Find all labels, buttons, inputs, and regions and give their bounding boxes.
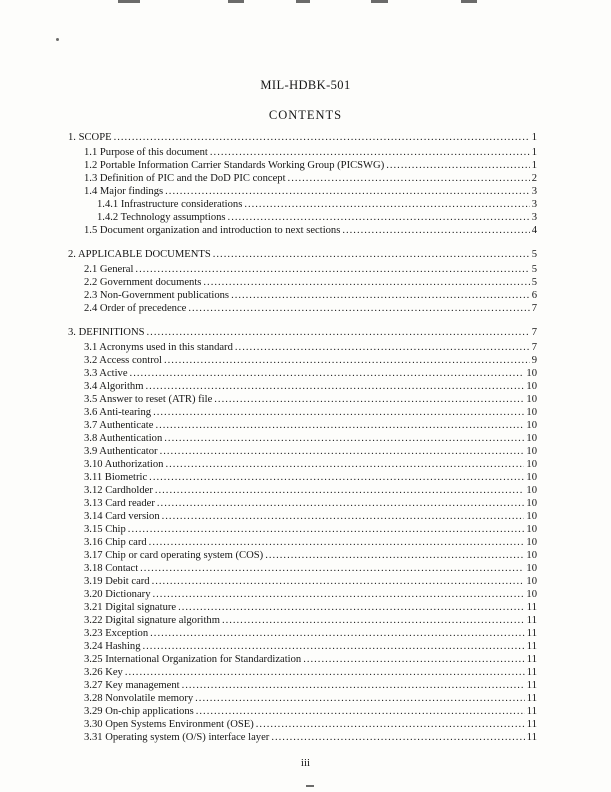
toc-page-number: 9 — [531, 355, 537, 366]
toc-page-number: 11 — [526, 628, 537, 639]
toc-section — [68, 248, 537, 315]
dot-leader — [210, 146, 530, 159]
toc-entry-label: 3.20 Dictionary — [84, 589, 151, 600]
toc-entry — [68, 562, 537, 575]
toc-entry — [68, 458, 537, 471]
toc-entry — [68, 588, 537, 601]
toc-entry — [68, 354, 537, 367]
toc-entry-label: 3.10 Authorization — [84, 459, 164, 470]
dot-leader — [342, 224, 529, 237]
toc-entry — [68, 326, 537, 339]
toc-section — [68, 131, 537, 237]
toc-entry-label: 3.8 Authentication — [84, 433, 163, 444]
toc-entry-label: 3.5 Answer to reset (ATR) file — [84, 394, 213, 405]
dot-leader — [125, 666, 525, 679]
toc-section — [68, 326, 537, 744]
toc-entry-label: 3.28 Nonvolatile memory — [84, 693, 194, 704]
dot-leader — [143, 640, 525, 653]
toc-entry-label: 1.4.2 Technology assumptions — [97, 212, 226, 223]
toc-entry-label: 3.26 Key — [84, 667, 123, 678]
dot-leader — [145, 380, 524, 393]
dot-leader — [386, 159, 529, 172]
toc-page-number: 10 — [526, 524, 537, 535]
toc-page-number: 1 — [531, 147, 537, 158]
toc-entry-label: 2.1 General — [84, 264, 134, 275]
toc-page-number: 11 — [526, 706, 537, 717]
scan-artifact-speck — [306, 785, 314, 787]
toc-entry — [68, 692, 537, 705]
toc-entry-label: 3.22 Digital signature algorithm — [84, 615, 220, 626]
toc-entry — [68, 445, 537, 458]
toc-entry-label: 3.30 Open Systems Environment (OSE) — [84, 719, 254, 730]
dot-leader — [178, 601, 525, 614]
dot-leader — [155, 419, 524, 432]
toc-entry-label: 1.3 Definition of PIC and the DoD PIC concept — [84, 173, 286, 184]
toc-entry — [68, 705, 537, 718]
toc-entry-label: 3. DEFINITIONS — [68, 327, 145, 338]
dot-leader — [182, 679, 525, 692]
toc-page-number: 11 — [526, 732, 537, 743]
toc-entry-label: 3.6 Anti-tearing — [84, 407, 152, 418]
toc-page-number: 10 — [526, 589, 537, 600]
doc-number: MIL-HDBK-501 — [260, 78, 351, 92]
toc-entry — [68, 640, 537, 653]
toc-page-number: 10 — [526, 459, 537, 470]
toc-entry — [68, 211, 537, 224]
toc-entry — [68, 549, 537, 562]
toc-page-number: 11 — [526, 719, 537, 730]
toc-page-number: 11 — [526, 654, 537, 665]
toc-entry-label: 3.24 Hashing — [84, 641, 141, 652]
dot-leader — [165, 185, 530, 198]
dot-leader — [160, 445, 525, 458]
dot-leader — [288, 172, 530, 185]
toc-page-number: 10 — [526, 576, 537, 587]
dot-leader — [213, 248, 530, 261]
dot-leader — [164, 432, 524, 445]
dot-leader — [256, 718, 525, 731]
dot-leader — [231, 289, 530, 302]
toc-page-number: 5 — [531, 249, 537, 260]
toc-entry-label: 3.7 Authenticate — [84, 420, 154, 431]
toc-entry-label: 3.2 Access control — [84, 355, 162, 366]
toc-entry-label: 3.31 Operating system (O/S) interface layer — [84, 732, 270, 743]
toc-page-number: 10 — [526, 498, 537, 509]
toc-entry-label: 2.2 Government documents — [84, 277, 202, 288]
toc-entry — [68, 523, 537, 536]
dot-leader — [244, 198, 529, 211]
toc-page-number: 11 — [526, 680, 537, 691]
dot-leader — [222, 614, 525, 627]
toc-entry-label: 2. APPLICABLE DOCUMENTS — [68, 249, 211, 260]
toc-entry — [68, 146, 537, 159]
toc-entry-label: 3.29 On-chip applications — [84, 706, 194, 717]
dot-leader — [150, 627, 525, 640]
toc-entry-label: 3.14 Card version — [84, 511, 160, 522]
toc-page-number: 3 — [531, 186, 537, 197]
toc-entry — [68, 536, 537, 549]
toc-page-number: 11 — [526, 667, 537, 678]
toc-entry — [68, 263, 537, 276]
toc-page-number: 10 — [526, 420, 537, 431]
dot-leader — [140, 562, 524, 575]
scan-artifact-dash — [118, 0, 140, 3]
toc-entry — [68, 248, 537, 261]
toc-entry — [68, 471, 537, 484]
toc-entry — [68, 367, 537, 380]
toc-page-number: 1 — [531, 160, 537, 171]
dot-leader — [155, 484, 525, 497]
toc-page-number: 11 — [526, 602, 537, 613]
toc-page-number: 1 — [531, 132, 537, 143]
toc-page-number: 10 — [526, 394, 537, 405]
toc-page-number: 10 — [526, 550, 537, 561]
dot-leader — [228, 211, 530, 224]
dot-leader — [128, 523, 525, 536]
toc-entry-label: 1.4 Major findings — [84, 186, 164, 197]
scan-artifact-speck — [56, 38, 59, 41]
toc-page-number: 6 — [531, 290, 537, 301]
dot-leader — [214, 393, 524, 406]
toc-page-number: 7 — [531, 303, 537, 314]
toc-page-number: 7 — [531, 327, 537, 338]
toc-entry-label: 3.13 Card reader — [84, 498, 155, 509]
dot-leader — [147, 326, 530, 339]
toc-entry-label: 3.3 Active — [84, 368, 128, 379]
toc-page-number: 5 — [531, 264, 537, 275]
toc-entry — [68, 341, 537, 354]
toc-entry-label: 3.16 Chip card — [84, 537, 147, 548]
toc-page-number: 2 — [531, 173, 537, 184]
contents-heading: CONTENTS — [268, 108, 343, 122]
toc-entry — [68, 432, 537, 445]
toc-entry — [68, 198, 537, 211]
toc-page-number: 10 — [526, 381, 537, 392]
toc-entry — [68, 380, 537, 393]
dot-leader — [114, 131, 530, 144]
toc-entry — [68, 510, 537, 523]
dot-leader — [265, 549, 524, 562]
toc-page-number: 5 — [531, 277, 537, 288]
toc-entry-label: 3.21 Digital signature — [84, 602, 177, 613]
toc-entry — [68, 224, 537, 237]
dot-leader — [203, 276, 529, 289]
toc-page-number: 7 — [531, 342, 537, 353]
toc-entry-label: 1.4.1 Infrastructure considerations — [97, 199, 243, 210]
toc-entry-label: 3.11 Biometric — [84, 472, 148, 483]
toc-entry-label: 1.2 Portable Information Carrier Standards Working Group (PICSWG) — [84, 160, 385, 171]
toc-entry — [68, 666, 537, 679]
dot-leader — [149, 471, 524, 484]
toc-entry — [68, 131, 537, 144]
toc-entry-label: 3.19 Debit card — [84, 576, 150, 587]
toc-entry — [68, 653, 537, 666]
toc-entry — [68, 185, 537, 198]
dot-leader — [165, 458, 524, 471]
toc-page-number: 3 — [531, 199, 537, 210]
toc-entry-label: 3.23 Exception — [84, 628, 149, 639]
toc-entry-label: 1.1 Purpose of this document — [84, 147, 208, 158]
toc-page-number: 10 — [526, 446, 537, 457]
toc-page-number: 10 — [526, 511, 537, 522]
toc-entry — [68, 172, 537, 185]
dot-leader — [235, 341, 530, 354]
dot-leader — [152, 575, 525, 588]
toc-entry-label: 3.12 Cardholder — [84, 485, 153, 496]
toc-page-number: 10 — [526, 563, 537, 574]
toc-entry — [68, 718, 537, 731]
toc-entry — [68, 302, 537, 315]
toc-entry-label: 1. SCOPE — [68, 132, 112, 143]
toc-entry — [68, 627, 537, 640]
toc-entry-label: 2.4 Order of precedence — [84, 303, 187, 314]
dot-leader — [164, 354, 530, 367]
scan-artifact-dash — [461, 0, 477, 3]
toc-page-number: 10 — [526, 407, 537, 418]
toc-page-number: 10 — [526, 433, 537, 444]
dot-leader — [135, 263, 529, 276]
toc-entry-label: 3.27 Key management — [84, 680, 180, 691]
toc-entry-label: 1.5 Document organization and introduction to next sections — [84, 225, 341, 236]
toc-page-number: 10 — [526, 472, 537, 483]
dot-leader — [149, 536, 525, 549]
toc-page-number: 10 — [526, 368, 537, 379]
toc-entry — [68, 289, 537, 302]
scan-artifact-dash — [371, 0, 388, 3]
toc-page-number: 11 — [526, 641, 537, 652]
toc-page-number: 11 — [526, 615, 537, 626]
dot-leader — [303, 653, 525, 666]
dot-leader — [157, 497, 525, 510]
toc-page-number: 4 — [531, 225, 537, 236]
scan-artifact-dash — [296, 0, 310, 3]
toc-entry-label: 3.18 Contact — [84, 563, 139, 574]
toc-entry — [68, 159, 537, 172]
toc-page-number: 10 — [526, 485, 537, 496]
scan-artifact-dash — [228, 0, 244, 3]
dot-leader — [195, 692, 525, 705]
toc-entry-label: 3.9 Authenticator — [84, 446, 158, 457]
toc-entry-label: 3.15 Chip — [84, 524, 126, 535]
dot-leader — [196, 705, 525, 718]
toc-entry — [68, 484, 537, 497]
toc-entry-label: 2.3 Non-Government publications — [84, 290, 230, 301]
dot-leader — [130, 367, 525, 380]
toc-entry — [68, 393, 537, 406]
toc-entry — [68, 679, 537, 692]
toc-entry-label: 3.1 Acronyms used in this standard — [84, 342, 233, 353]
page-number-footer: iii — [300, 757, 311, 769]
dot-leader — [271, 731, 524, 744]
toc-page-number: 3 — [531, 212, 537, 223]
dot-leader — [153, 406, 524, 419]
toc — [68, 131, 537, 744]
toc-page-number: 11 — [526, 693, 537, 704]
dot-leader — [153, 588, 525, 601]
dot-leader — [188, 302, 529, 315]
toc-entry — [68, 497, 537, 510]
toc-entry — [68, 276, 537, 289]
toc-entry — [68, 731, 537, 744]
toc-entry — [68, 601, 537, 614]
toc-entry — [68, 575, 537, 588]
toc-entry — [68, 419, 537, 432]
toc-entry-label: 3.25 International Organization for Standardization — [84, 654, 302, 665]
toc-entry — [68, 406, 537, 419]
toc-page-number: 10 — [526, 537, 537, 548]
toc-entry-label: 3.4 Algorithm — [84, 381, 144, 392]
dot-leader — [162, 510, 525, 523]
toc-entry-label: 3.17 Chip or card operating system (COS) — [84, 550, 264, 561]
toc-entry — [68, 614, 537, 627]
